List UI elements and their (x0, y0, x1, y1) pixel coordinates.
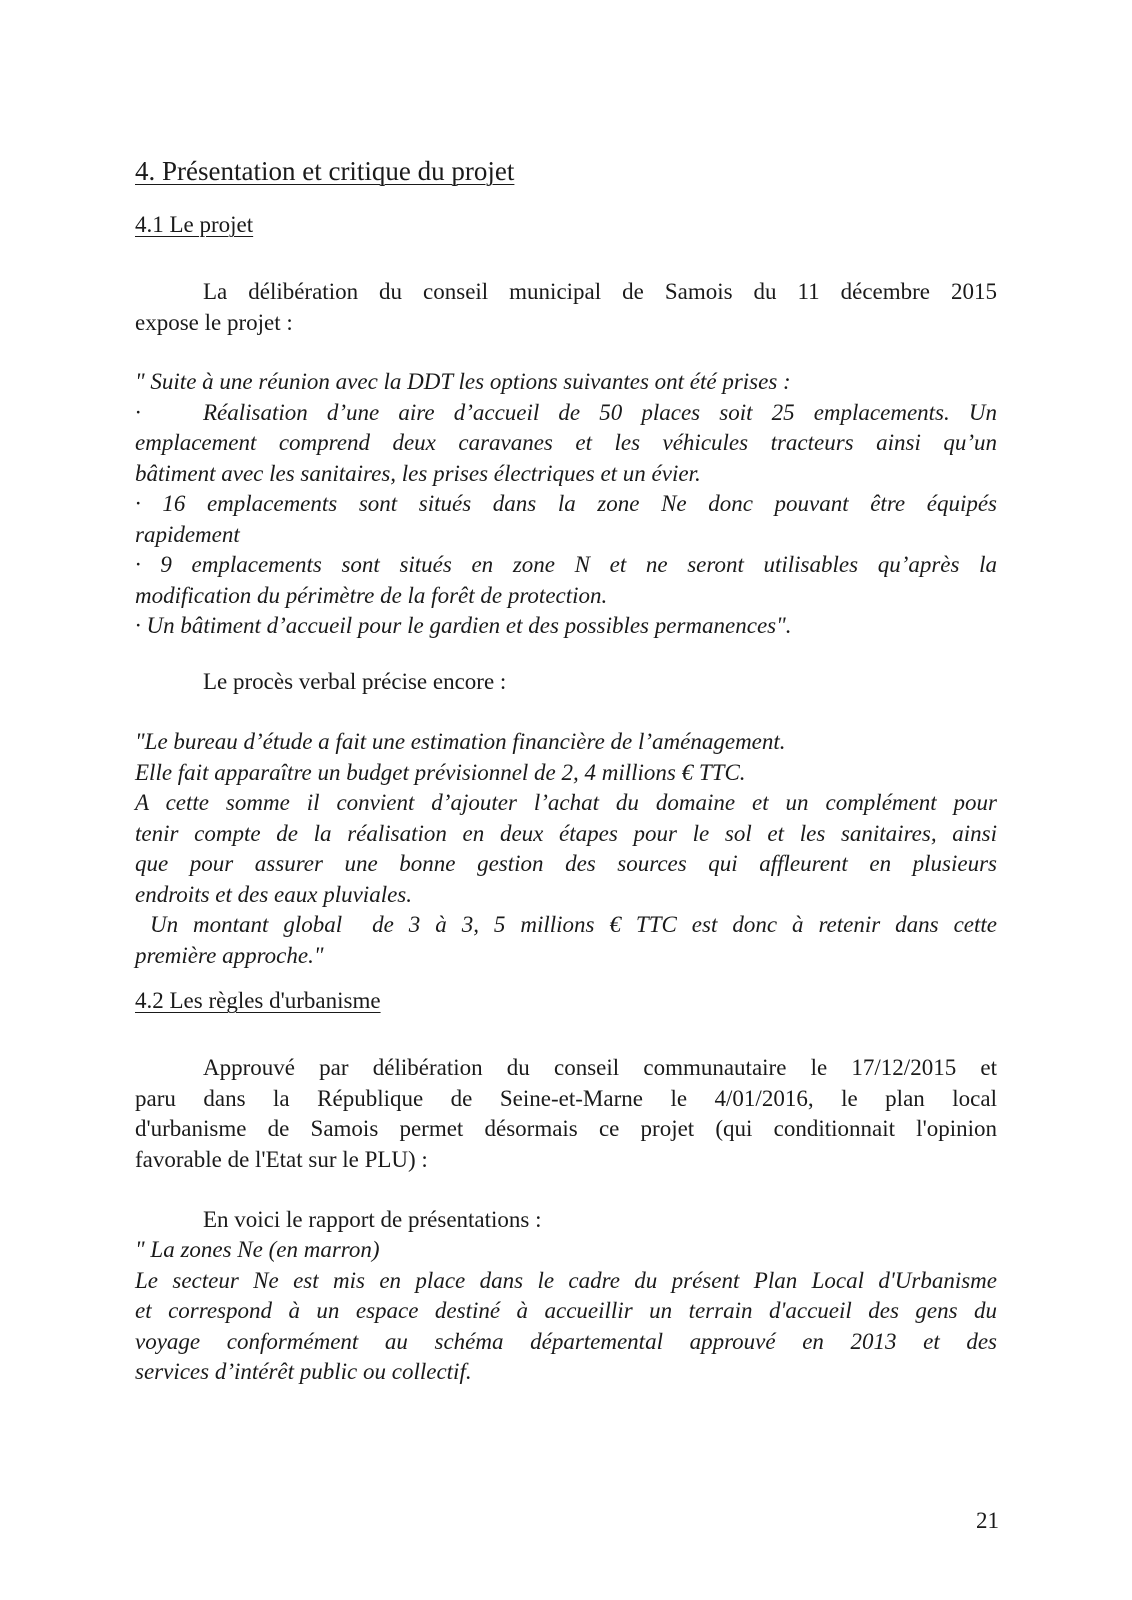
text-line: Un montant global de 3 à 3, 5 millions € TTC est donc à retenir dans cette (135, 912, 997, 937)
pv-quote (135, 727, 997, 971)
text-line: première approche." (135, 942, 324, 968)
text-line: favorable de l'Etat sur le PLU) : (135, 1146, 428, 1172)
pv-intro-paragraph (135, 667, 997, 698)
text-line: d'urbanisme de Samois permet désormais ce projet (qui conditionnait l'opinion (135, 1116, 997, 1141)
text-line: "Le bureau d’étude a fait une estimation financière de l’aménagement. (135, 729, 786, 754)
text-line: paru dans la République de Seine-et-Marne le 4/01/2016, le plan local (135, 1085, 997, 1111)
text-line-content: Réalisation d’une aire d’accueil de 50 places soit 25 emplacements. Un (203, 399, 997, 425)
text-line: · 9 emplacements sont situés en zone N et ne seront utilisables qu’après la (135, 552, 997, 577)
section-heading: 4. Présentation et critique du projet (135, 156, 515, 186)
subsection-title-project: 4.1 Le projet (135, 212, 254, 237)
report-quote (135, 1235, 997, 1388)
text-line: " Suite à une réunion avec la DDT les options suivantes ont été prises : (135, 369, 791, 394)
council-quote (135, 367, 997, 642)
text-line: " La zones Ne (en marron) (135, 1237, 380, 1262)
text-line: Le secteur Ne est mis en place dans le cadre du présent Plan Local d'Urbanisme (135, 1267, 997, 1293)
text-line: · 16 emplacements sont situés dans la zone Ne donc pouvant être équipés (135, 491, 997, 516)
bullet-marker: · (135, 399, 141, 425)
report-intro-paragraph (135, 1205, 997, 1236)
text-line: endroits et des eaux pluviales. (135, 881, 412, 907)
text-line: services d’intérêt public ou collectif. (135, 1359, 472, 1384)
text-line: Le procès verbal précise encore : (203, 669, 507, 694)
text-line: En voici le rapport de présentations : (203, 1207, 542, 1232)
page-number: 21 (976, 1508, 999, 1533)
text-line (135, 398, 997, 429)
text-line: · Un bâtiment d’accueil pour le gardien et des possibles permanences". (135, 613, 792, 638)
text-line: La délibération du conseil municipal de Samois du 11 décembre 2015 (203, 279, 997, 304)
text-line: A cette somme il convient d’ajouter l’achat du domaine et un complément pour (135, 790, 997, 815)
text-line: tenir compte de la réalisation en deux étapes pour le sol et les sanitaires, ainsi (135, 820, 997, 846)
text-line: bâtiment avec les sanitaires, les prises électriques et un évier. (135, 460, 701, 486)
text-line: modification du périmètre de la forêt de protection. (135, 582, 608, 608)
text-line: voyage conformément au schéma départemental approuvé en 2013 et des (135, 1328, 997, 1354)
subsection-title-urbanism: 4.2 Les règles d'urbanisme (135, 988, 381, 1013)
text-line: que pour assurer une bonne gestion des sources qui affleurent en plusieurs (135, 851, 997, 876)
urbanism-intro-paragraph (135, 1053, 997, 1175)
text-line: et correspond à un espace destiné à accueillir un terrain d'accueil des gens du (135, 1298, 997, 1323)
project-intro-paragraph (135, 277, 997, 338)
text-line: Approuvé par délibération du conseil communautaire le 17/12/2015 et (203, 1055, 997, 1080)
text-line: expose le projet : (135, 309, 293, 335)
text-line: Elle fait apparaître un budget prévisionnel de 2, 4 millions € TTC. (135, 759, 746, 785)
text-line: emplacement comprend deux caravanes et les véhicules tracteurs ainsi qu’un (135, 430, 997, 455)
text-line: rapidement (135, 521, 240, 547)
